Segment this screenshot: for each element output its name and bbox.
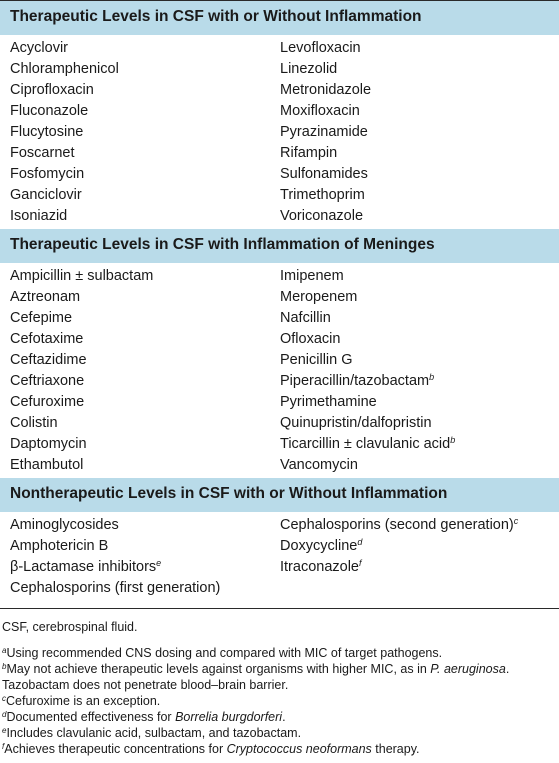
- drug-entry: Cefotaxime: [10, 331, 84, 347]
- drug-entry: Trimethoprim: [280, 187, 365, 203]
- drug-entry: Metronidazole: [280, 82, 372, 98]
- section-therapeutic-always: [0, 1, 559, 229]
- drug-entry: Nafcillin: [280, 310, 331, 326]
- table-footnotes: [0, 619, 559, 757]
- section-header: Therapeutic Levels in CSF with or Without Inflammation: [0, 1, 559, 35]
- drug-entry: Meropenem: [280, 289, 358, 305]
- drug-entry: Amphotericin B: [10, 538, 109, 554]
- section-body: [0, 512, 559, 608]
- drug-entry: Flucytosine: [10, 124, 84, 140]
- drug-entry: Daptomycin: [10, 436, 87, 452]
- section-therapeutic-inflamed: [0, 229, 559, 478]
- drug-entry: Cefepime: [10, 310, 73, 326]
- drug-entry: Rifampin: [280, 145, 338, 161]
- drug-entry: Voriconazole: [280, 208, 364, 224]
- drug-entry: Aztreonam: [10, 289, 81, 305]
- drug-entry: Cephalosporins (second generation)$^c$: [280, 516, 519, 533]
- footnote: $^b$May not achieve therapeutic levels against organisms with higher MIC, as in P. aeruginosa. Tazobactam does not penetrate blood–brain barrier.: [2, 662, 510, 692]
- footnote-mark: b: [450, 435, 456, 445]
- section-header: Nontherapeutic Levels in CSF with or Without Inflammation: [0, 478, 559, 512]
- drug-entry: Piperacillin/tazobactam$^b$: [280, 372, 435, 389]
- drug-entry: Pyrimethamine: [280, 394, 377, 410]
- drug-entry: Cephalosporins (first generation): [10, 580, 221, 596]
- drug-entry: Ethambutol: [10, 457, 84, 473]
- drug-entry: Ampicillin ± sulbactam: [10, 268, 154, 284]
- drug-column-left: [10, 266, 280, 476]
- footnote: $^a$Using recommended CNS dosing and compared with MIC of target pathogens.: [2, 646, 443, 660]
- abbreviation-note: CSF, cerebrospinal fluid.: [2, 620, 138, 634]
- footnote-mark: c: [513, 516, 519, 526]
- drug-entry: Colistin: [10, 415, 58, 431]
- drug-entry: Fosfomycin: [10, 166, 85, 182]
- drug-entry: Acyclovir: [10, 40, 69, 56]
- section-header: Therapeutic Levels in CSF with Inflammation of Meninges: [0, 229, 559, 263]
- drug-entry: β-Lactamase inhibitors$^e$: [10, 558, 162, 575]
- drug-entry: Cefuroxime: [10, 394, 85, 410]
- drug-entry: Ofloxacin: [280, 331, 341, 347]
- drug-entry: Itraconazole$^f$: [280, 558, 362, 575]
- drug-entry: Isoniazid: [10, 208, 68, 224]
- drug-entry: Imipenem: [280, 268, 344, 284]
- footnote-mark: d: [357, 537, 363, 547]
- drug-entry: Ceftazidime: [10, 352, 87, 368]
- footnote-mark: e: [156, 558, 162, 568]
- drug-entry: Sulfonamides: [280, 166, 368, 182]
- drug-entry: Fluconazole: [10, 103, 89, 119]
- drug-column-left: [10, 38, 280, 227]
- drug-entry: Aminoglycosides: [10, 517, 119, 533]
- drug-entry: Foscarnet: [10, 145, 75, 161]
- footnote-mark: b: [429, 372, 435, 382]
- drug-column-left: [10, 515, 280, 599]
- drug-column-right: [280, 266, 550, 476]
- drug-entry: Vancomycin: [280, 457, 358, 473]
- footnote: $^d$Documented effectiveness for Borrelia burgdorferi.: [2, 710, 286, 724]
- drug-entry: Ticarcillin ± clavulanic acid$^b$: [280, 435, 456, 452]
- section-body: [0, 35, 559, 229]
- drug-column-right: [280, 38, 550, 227]
- footnote: $^c$Cefuroxime is an exception.: [2, 694, 161, 708]
- drug-entry: Levofloxacin: [280, 40, 361, 56]
- drug-column-right: [280, 515, 550, 599]
- drug-entry: Penicillin G: [280, 352, 353, 368]
- drug-entry: Ganciclovir: [10, 187, 82, 203]
- drug-entry: Ciprofloxacin: [10, 82, 94, 98]
- section-body: [0, 263, 559, 478]
- drug-entry: Chloramphenicol: [10, 61, 119, 77]
- drug-entry: Quinupristin/dalfopristin: [280, 415, 432, 431]
- section-nontherapeutic: [0, 478, 559, 608]
- drug-entry: Ceftriaxone: [10, 373, 85, 389]
- footnote-mark: f: [359, 558, 362, 568]
- drug-entry: Linezolid: [280, 61, 338, 77]
- footnote: $^e$Includes clavulanic acid, sulbactam, and tazobactam.: [2, 726, 302, 740]
- drug-entry: Moxifloxacin: [280, 103, 360, 119]
- footnote: $^f$Achieves therapeutic concentrations for Cryptococcus neoformans therapy.: [2, 742, 420, 756]
- drug-entry: Doxycycline$^d$: [280, 537, 363, 554]
- drug-entry: Pyrazinamide: [280, 124, 368, 140]
- bottom-rule: [0, 608, 559, 609]
